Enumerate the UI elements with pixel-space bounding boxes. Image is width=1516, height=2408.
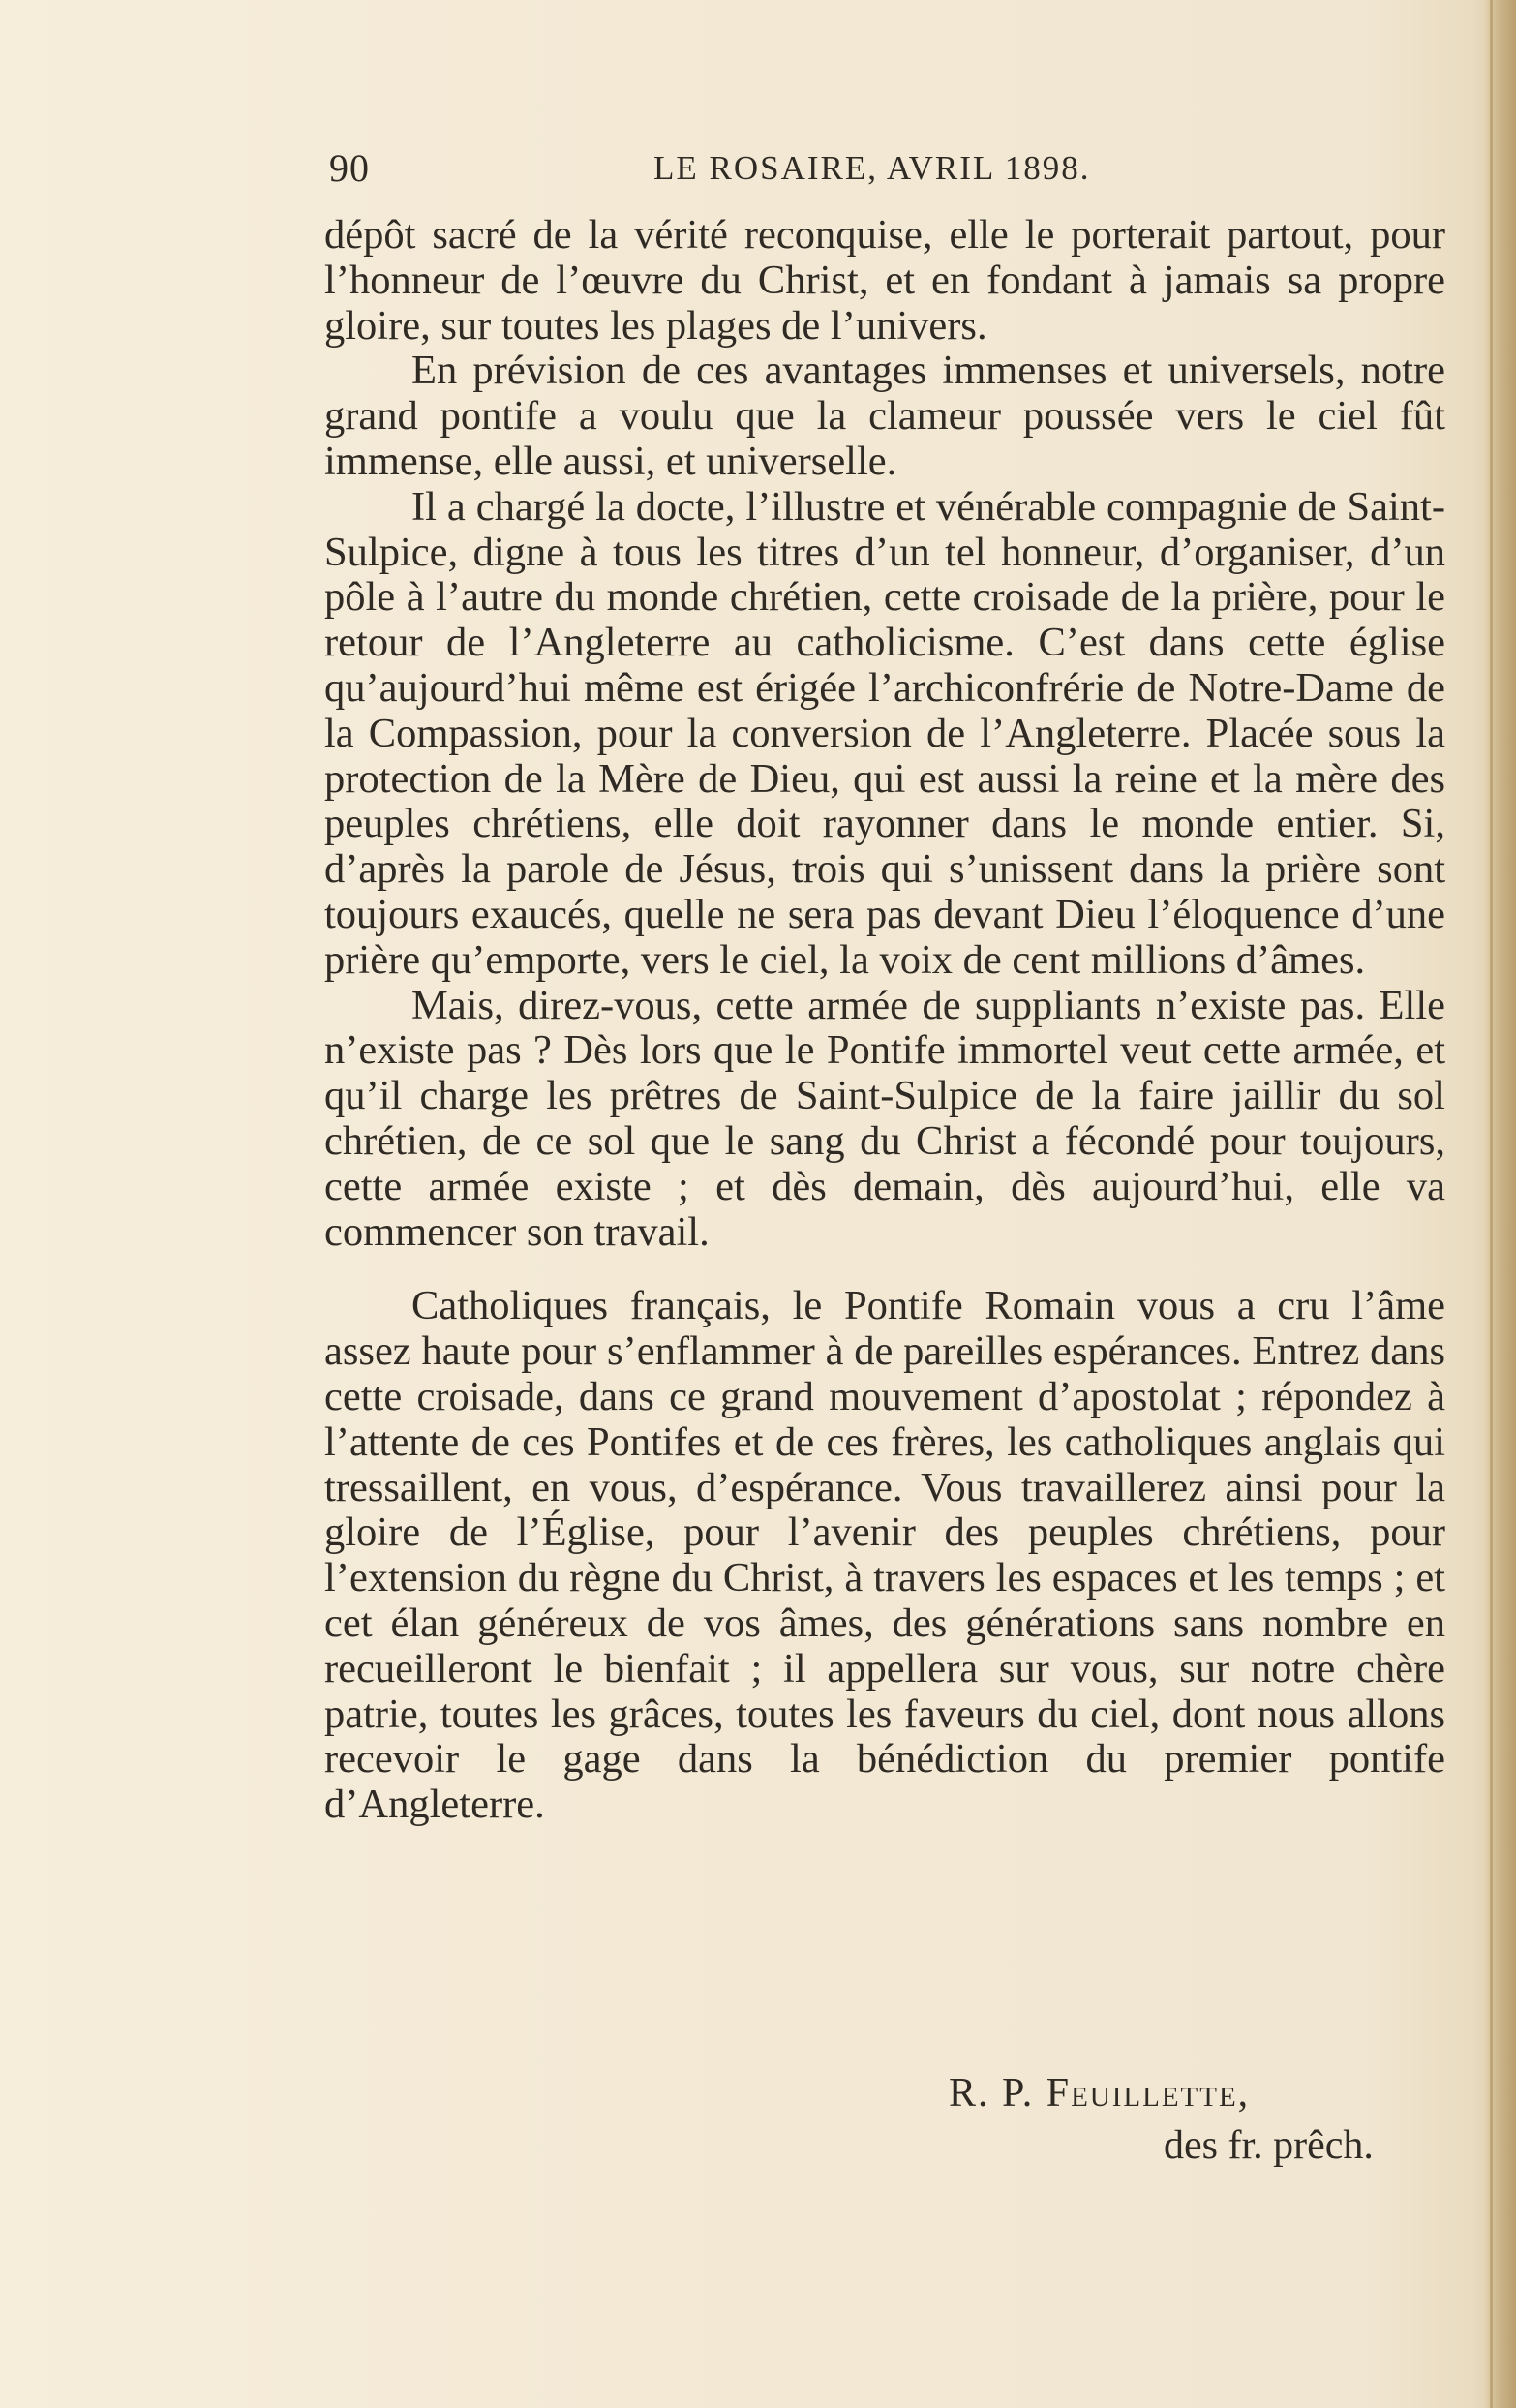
page-edge-line [1490,0,1493,2408]
page-number: 90 [329,146,370,190]
paragraph-4: Mais, direz-vous, cette armée de suppliants n’existe pas. Elle n’existe pas ? Dès lors que le Pontife immortel veut cette armée, et qu’il charge les prêtres de Saint-Sulpice de la faire jaillir du sol chrétien, de ce sol que le sang du Christ a fécondé pour toujours, cette armée existe ; et dès demain, dès aujourd’hui, elle va commencer son travail. [324,982,1445,1255]
paragraph-5: Catholiques français, le Pontife Romain vous a cru l’âme assez haute pour s’enflammer à de pareilles espérances. Entrez dans cette croisade, dans ce grand mouvement d’apostolat ; répondez à l’attente de ces Pontifes et de ces frères, les catholiques anglais qui tressaillent, en vous, d’espérance. Vous travaillerez ainsi pour la gloire de l’Église, pour l’avenir des peuples chrétiens, pour l’extension du règne du Christ, à travers les espaces et les temps ; et cet élan généreux de vos âmes, des générations sans nombre en recueilleront le bienfait ; il appellera sur vous, sur notre chère patrie, toutes les grâces, toutes les faveurs du ciel, dont nous allons recevoir le gage dans la bénédiction du premier pontife d’Angleterre. [324,1283,1445,1828]
paragraph-3: Il a chargé la docte, l’illustre et vénérable compagnie de Saint-Sulpice, digne à tous les titres d’un tel honneur, d’organiser, d’un pôle à l’autre du monde chrétien, cette croisade de la prière, pour le retour de l’Angleterre au catholicisme. C’est dans cette église qu’aujourd’hui même est érigée l’archiconfrérie de Notre-Dame de la Compassion, pour la conversion de l’Angleterre. Placée sous la protection de la Mère de Dieu, qui est aussi la reine et la mère des peuples chrétiens, elle doit rayonner dans le monde entier. Si, d’après la parole de Jésus, trois qui s’unissent dans la prière sont toujours exaucés, quelle ne sera pas devant Dieu l’éloquence d’une prière qu’emporte, vers le ciel, la voix de cent millions d’âmes. [324,483,1445,983]
paragraph-1: dépôt sacré de la vérité reconquise, elle le porterait partout, pour l’honneur de l’œuvre du Christ, et en fondant à jamais sa propre gloire, sur toutes les plages de l’univers. [324,212,1445,349]
signature [949,2067,1374,2172]
page-edge [1483,0,1516,2408]
page-header [329,145,1471,203]
running-title: LE ROSAIRE, AVRIL 1898. [653,149,1091,187]
signature-order: des fr. prêch. [1164,2123,1374,2168]
paragraph-2: En prévision de ces avantages immenses et universels, notre grand pontife a voulu que la clameur poussée vers le ciel fût immense, elle aussi, et universelle. [324,348,1445,484]
signature-name: R. P. Feuillette, [949,2071,1251,2116]
body-text [324,213,1445,1828]
